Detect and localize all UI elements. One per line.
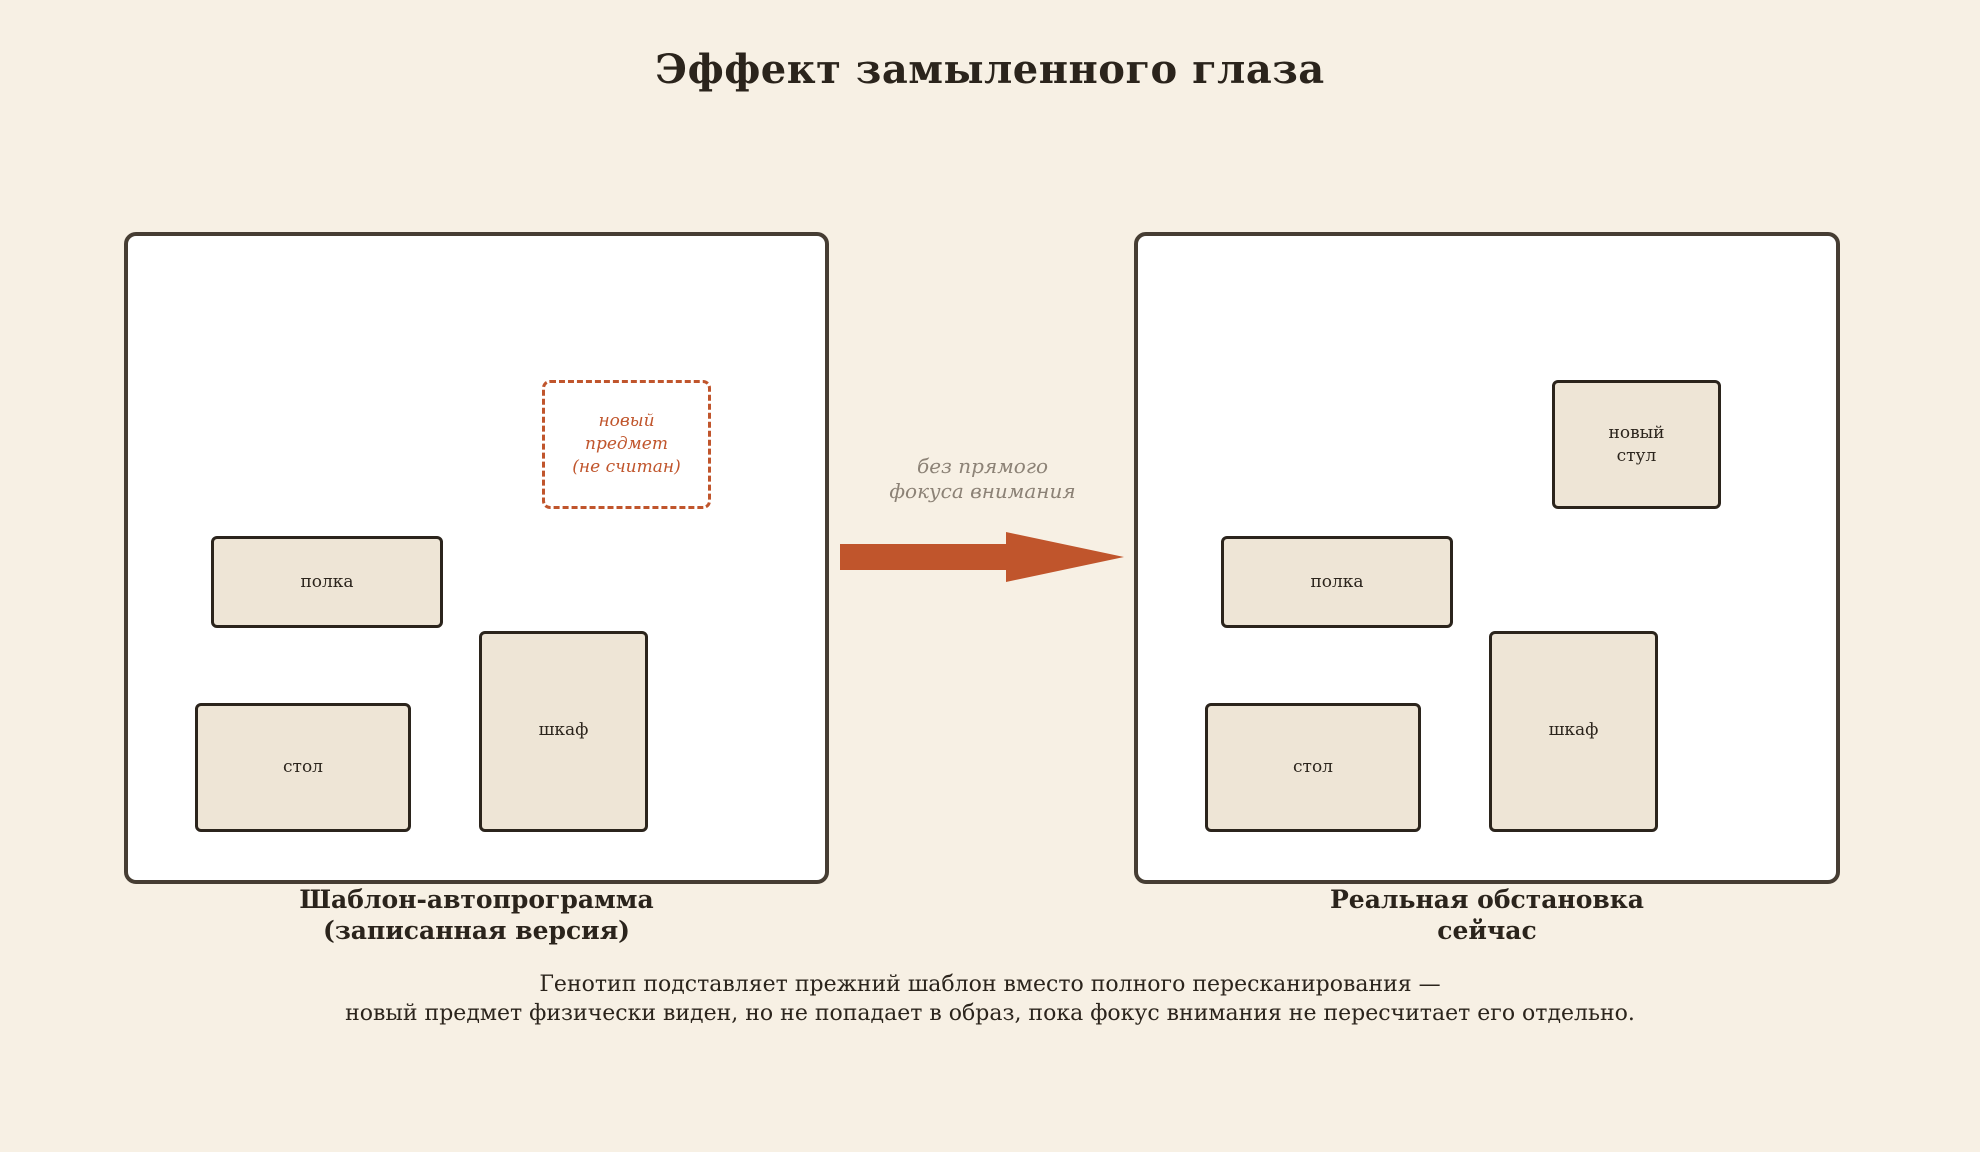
arrow-label: без прямого фокуса внимания (889, 454, 1076, 503)
template-table-label: стол (283, 757, 323, 777)
transition-arrow-shape (840, 532, 1124, 582)
real-shelf-label: полка (1310, 571, 1364, 592)
real-new-chair (1552, 380, 1721, 509)
real-table-label: стол (1293, 757, 1333, 777)
template-table (195, 703, 411, 832)
real-wardrobe-label: шкаф (1548, 719, 1599, 740)
real-table (1205, 703, 1421, 832)
diagram-title: Эффект замыленного глаза (655, 46, 1325, 93)
template-wardrobe (479, 631, 648, 832)
footer-explanation: Генотип подставляет прежний шаблон вместо полного пересканирования — новый предмет физически виден, но не попадает в образ, пока фокус внимания не пересчитает его отдельно. (345, 972, 1635, 1026)
template-wardrobe-label: шкаф (538, 719, 589, 740)
real-new-chair-label: новый стул (1608, 422, 1665, 466)
template-shelf-label: полка (300, 571, 354, 592)
real-wardrobe (1489, 631, 1658, 832)
real-shelf (1221, 536, 1453, 628)
transition-arrow (838, 530, 1128, 584)
template-room-caption: Шаблон-автопрограмма (записанная версия) (299, 885, 654, 945)
template-shelf (211, 536, 443, 628)
real-room-caption: Реальная обстановка сейчас (1329, 885, 1645, 945)
unnoticed-new-item: новый предмет (не считан) (542, 380, 711, 509)
